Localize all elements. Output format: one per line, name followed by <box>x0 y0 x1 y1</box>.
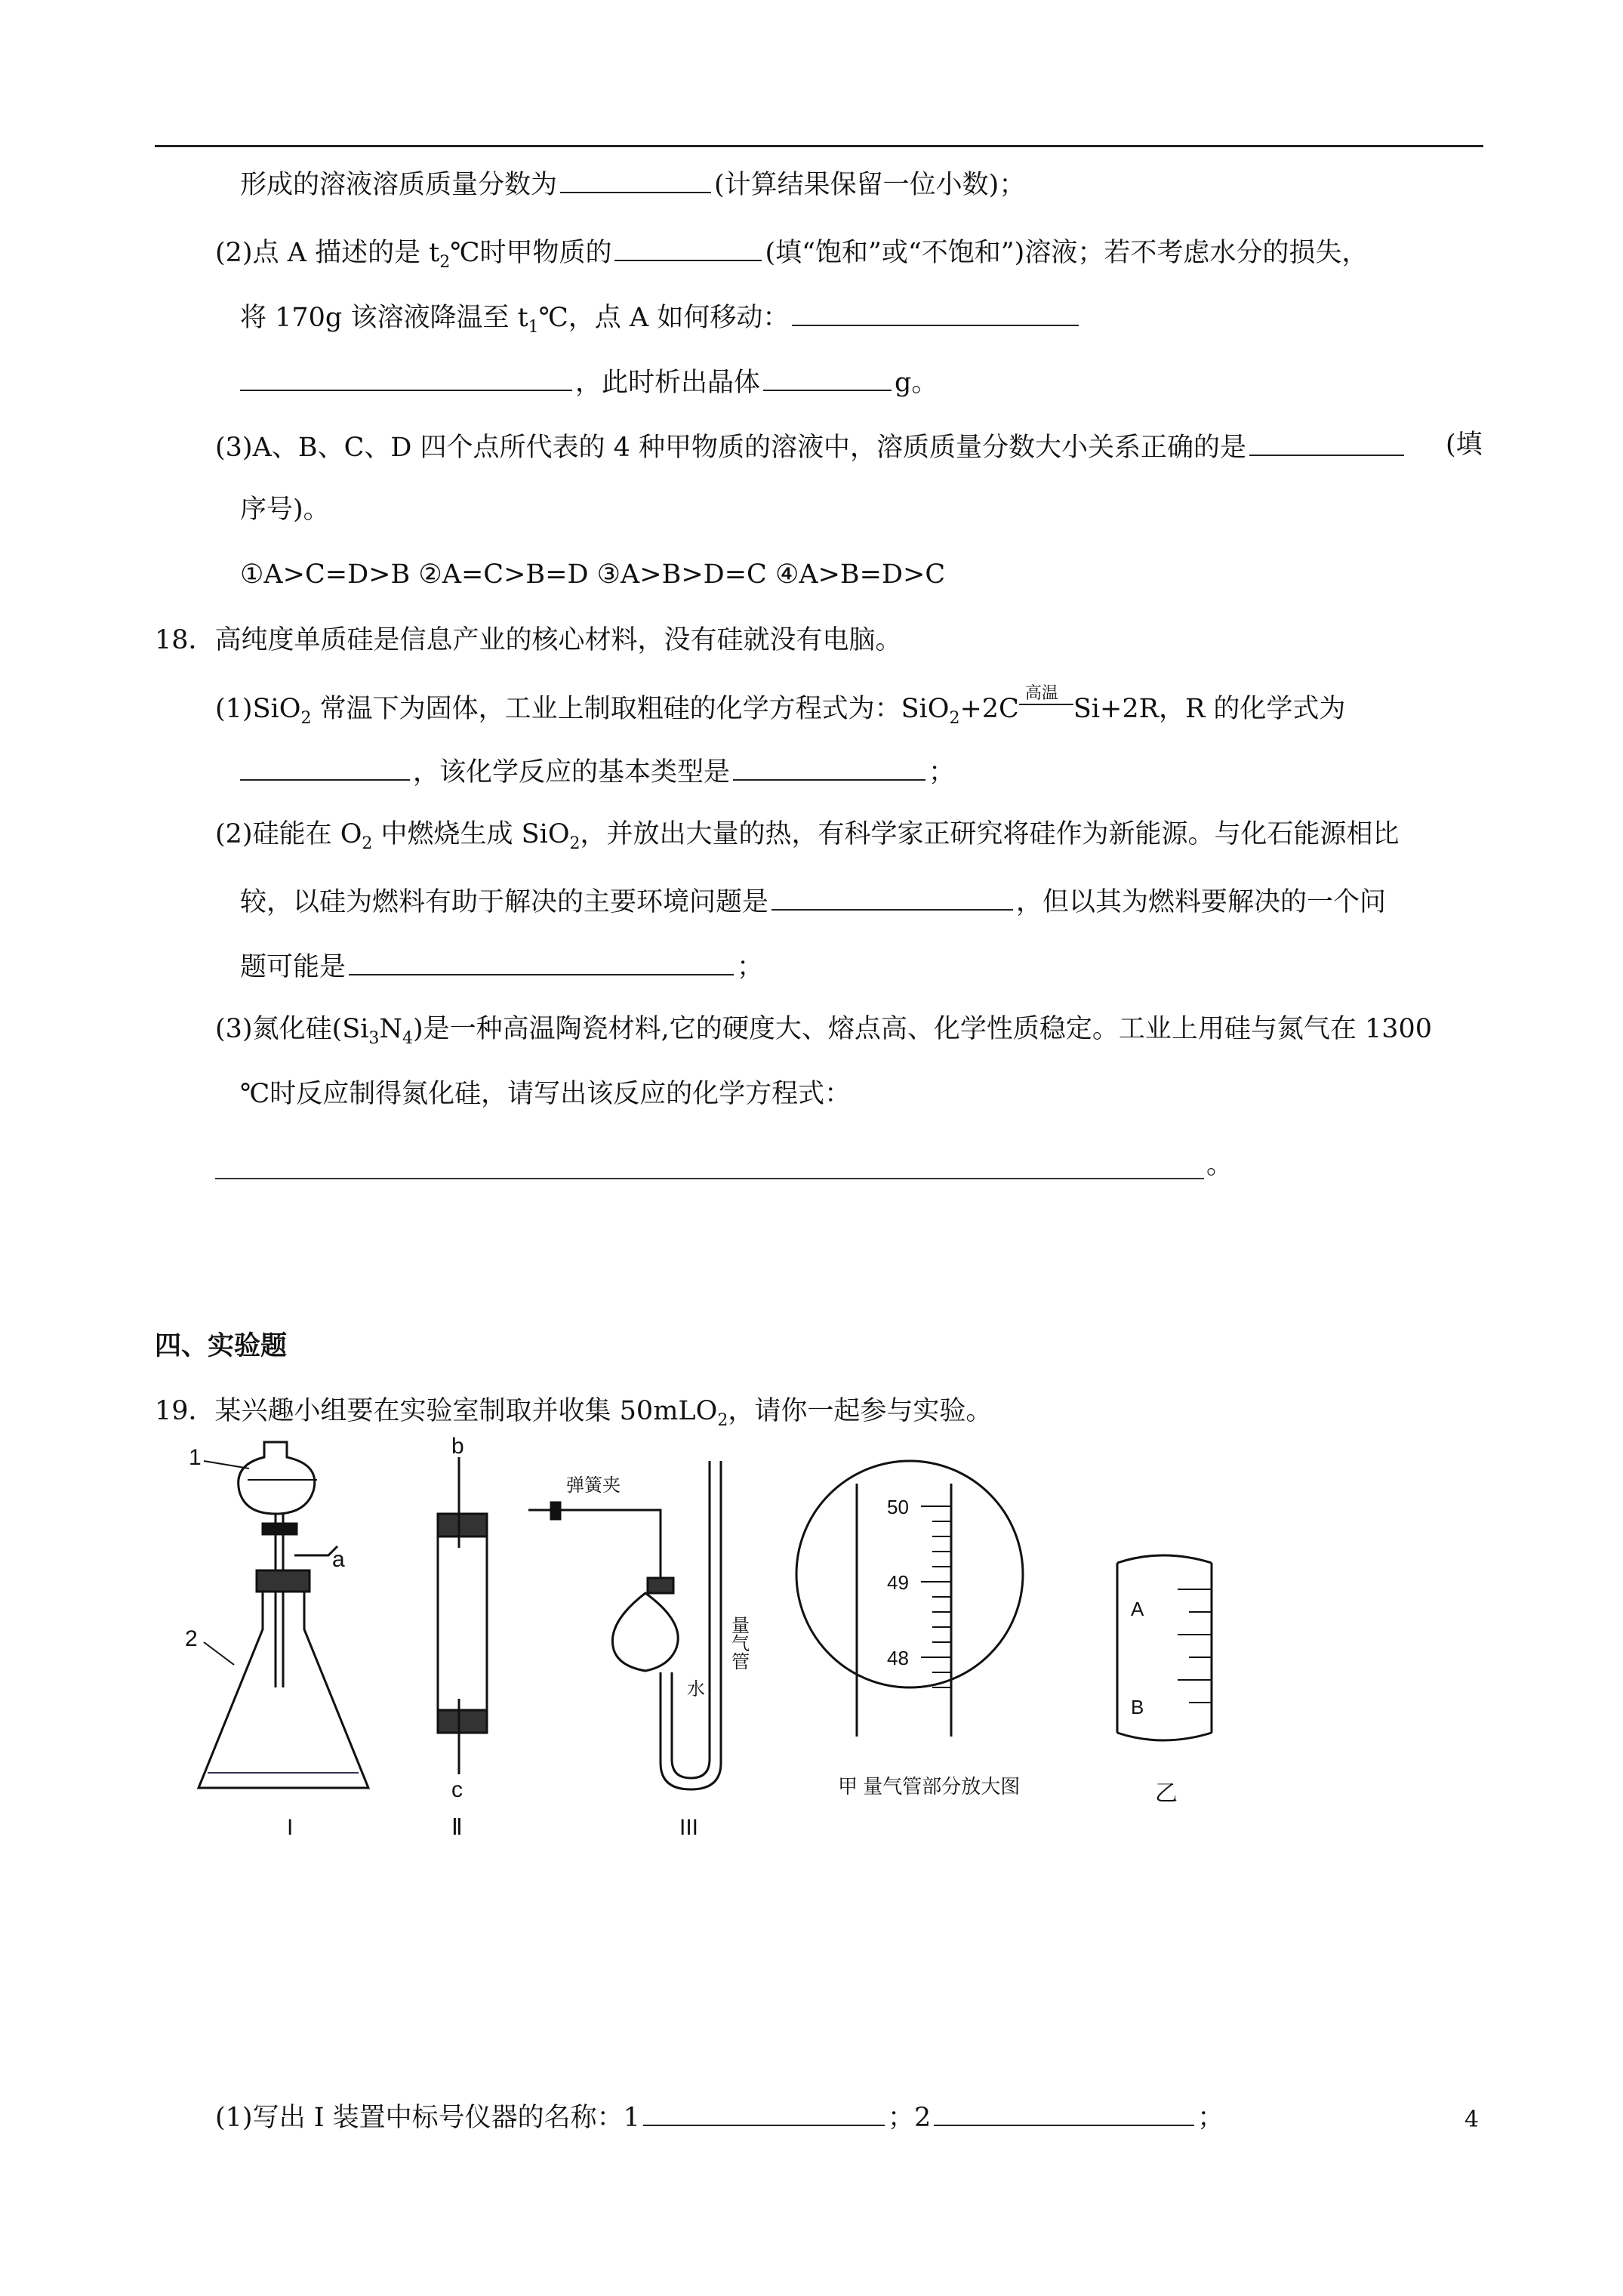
answer-line[interactable] <box>215 1178 1204 1179</box>
subscript: 4 <box>402 1029 414 1048</box>
inlet-tube <box>528 1510 661 1582</box>
q17-3-line1 <box>215 427 1407 465</box>
q17-3-tail: (填 <box>1446 430 1483 460</box>
q17-2-line1 <box>215 233 1368 280</box>
answer-blank[interactable] <box>240 752 410 781</box>
q17-3-text: (3)A、B、C、D 四个点所代表的 4 种甲物质的溶液中，溶质质量分数大小关系正确的是 <box>215 433 1247 463</box>
subscript: 2 <box>439 253 451 272</box>
scale-ticks <box>921 1506 951 1687</box>
apparatus-III <box>528 1461 721 1789</box>
q17-1-continuation <box>240 165 1025 202</box>
caption-yi: 乙 <box>1155 1781 1178 1806</box>
q18-1-text-b: 常温下为固体，工业上制取粗硅的化学方程式为：SiO <box>311 694 950 724</box>
q18-3-line2: ℃时反应制得氮化硅，请写出该反应的化学方程式： <box>240 1079 852 1109</box>
page-number: 4 <box>1464 2106 1480 2133</box>
label-clip: 弹簧夹 <box>566 1475 621 1496</box>
q17-2-text-b: ℃时甲物质的 <box>450 238 612 268</box>
answer-blank[interactable] <box>733 752 925 781</box>
cylinder-B: B <box>1131 1696 1144 1718</box>
tube-body <box>438 1514 487 1733</box>
scale-50: 50 <box>887 1496 909 1518</box>
q18-2-text-b: 中燃烧生成 SiO <box>372 819 570 849</box>
side-tube <box>294 1546 337 1555</box>
q18-2-text-e: ，但以其为燃料要解决的一个问 <box>1016 887 1387 917</box>
q18-1-text-c: +2C <box>959 694 1019 724</box>
u-tube-inner <box>672 1461 710 1778</box>
q18-3-text-b: N <box>379 1014 403 1044</box>
q19-1-text-b: ；2 <box>887 2103 932 2133</box>
condition-label: 高温 <box>1024 684 1058 703</box>
figure-jia <box>796 1461 1023 1737</box>
label-c: c <box>451 1777 463 1802</box>
scale-48: 48 <box>887 1647 909 1669</box>
cylinder-A: A <box>1131 1598 1144 1620</box>
pointer-1 <box>204 1461 249 1469</box>
caption-jia: 甲 量气管部分放大图 <box>838 1775 1021 1798</box>
q17-3-line2: 序号)。 <box>240 495 330 525</box>
rubber-stopper <box>257 1570 310 1592</box>
caption-III: III <box>679 1815 699 1840</box>
label-tube: 量气管 <box>728 1616 749 1670</box>
caption-I: I <box>287 1815 294 1840</box>
q18-2-text-a: (2)硅能在 O <box>215 819 362 849</box>
u-tube <box>661 1461 721 1789</box>
stopcock <box>263 1524 297 1534</box>
magnifier-circle <box>796 1461 1023 1687</box>
leveling-bulb <box>612 1593 678 1671</box>
q18-3-line1 <box>215 1012 1432 1056</box>
q18-2-line1 <box>215 817 1400 861</box>
q18-3-end: 。 <box>1206 1150 1233 1180</box>
spring-clip <box>551 1502 560 1519</box>
apparatus-figure <box>174 1419 1246 1842</box>
answer-blank[interactable] <box>934 2097 1194 2126</box>
label-water: 水 <box>687 1679 705 1700</box>
q19-1-line <box>215 2097 1224 2135</box>
q17-2-line3 <box>240 362 938 400</box>
q18-1-text-d: Si+2R，R 的化学式为 <box>1073 694 1346 724</box>
label-2: 2 <box>185 1626 198 1651</box>
answer-blank[interactable] <box>771 882 1013 911</box>
q17-1-text: 形成的溶液溶质质量分数为 <box>240 170 558 200</box>
q18-1-line2 <box>240 752 955 790</box>
q19-1-text-a: (1)写出 I 装置中标号仪器的名称：1 <box>215 2103 640 2133</box>
answer-blank[interactable] <box>614 233 762 261</box>
q18-2-text-g: ； <box>737 952 764 982</box>
q17-2-text-g: g。 <box>895 368 938 398</box>
subscript: 1 <box>528 318 539 337</box>
pointer-2 <box>204 1642 234 1665</box>
caption-II: Ⅱ <box>451 1815 463 1840</box>
q17-2-text-d: 将 170g 该溶液降温至 t <box>240 303 528 333</box>
q17-1-note: (计算结果保留一位小数)； <box>714 170 1026 200</box>
subscript: 2 <box>569 834 581 853</box>
q18-1-text-a: (1)SiO <box>215 694 301 724</box>
bottom-stopper <box>438 1710 487 1733</box>
subscript: 2 <box>362 834 373 853</box>
q18-2-text-d: 较，以硅为燃料有助于解决的主要环境问题是 <box>240 887 769 917</box>
top-stopper <box>438 1514 487 1536</box>
answer-blank[interactable] <box>763 362 892 391</box>
answer-blank[interactable] <box>792 297 1079 326</box>
bulb-stopper <box>648 1578 673 1593</box>
answer-blank[interactable] <box>349 947 734 975</box>
subscript: 2 <box>949 709 960 728</box>
q18-title: 18．高纯度单质硅是信息产业的核心材料，没有硅就没有电脑。 <box>155 625 902 655</box>
apparatus-I <box>199 1442 368 1788</box>
q18-1-line1 <box>215 684 1346 736</box>
cylinder-ticks <box>1178 1589 1212 1703</box>
q17-2-text-c: (填“饱和”或“不饱和”)溶液；若不考虑水分的损失， <box>765 238 1369 268</box>
q17-2-text-a: (2)点 A 描述的是 t <box>215 238 440 268</box>
answer-blank[interactable] <box>560 165 711 193</box>
apparatus-II <box>438 1457 487 1774</box>
q17-3-options: ①A>C=D>B ②A=C>B=D ③A>B>D=C ④A>B=D>C <box>240 559 946 590</box>
q18-2-text-c: ，并放出大量的热，有科学家正研究将硅作为新能源。与化石能源相比 <box>580 819 1400 849</box>
label-1: 1 <box>189 1445 202 1470</box>
answer-blank[interactable] <box>1249 427 1404 456</box>
q18-1-text-e: ，该化学反应的基本类型是 <box>413 757 731 787</box>
q18-2-line3 <box>240 947 763 985</box>
q17-2-text-e: ℃，点 A 如何移动： <box>538 303 790 333</box>
subscript: 2 <box>717 1411 728 1430</box>
reaction-arrow-line <box>1019 704 1073 705</box>
subscript: 2 <box>300 709 312 728</box>
q17-2-text-f: ，此时析出晶体 <box>575 368 761 398</box>
label-b: b <box>451 1434 464 1459</box>
answer-blank[interactable] <box>643 2097 885 2126</box>
scale-49: 49 <box>887 1571 909 1594</box>
q19-text-a: 19．某兴趣小组要在实验室制取并收集 50mLO <box>155 1396 718 1426</box>
label-a: a <box>332 1547 345 1572</box>
q18-3-text-c: )是一种高温陶瓷材料,它的硬度大、熔点高、化学性质稳定。工业上用硅与氮气在 1300 <box>413 1014 1433 1044</box>
q19-text-b: ，请你一起参与实验。 <box>728 1396 993 1426</box>
reaction-condition <box>1019 684 1073 717</box>
q18-2-text-f: 题可能是 <box>240 952 346 982</box>
q17-2-line2 <box>240 297 1082 345</box>
header-rule <box>155 145 1483 147</box>
subscript: 3 <box>368 1029 380 1048</box>
section-heading: 四、实验题 <box>155 1331 288 1361</box>
separatory-funnel <box>239 1442 315 1514</box>
q19-1-text-c: ； <box>1197 2103 1224 2133</box>
answer-blank[interactable] <box>240 362 572 391</box>
q18-2-line2 <box>240 882 1386 920</box>
q18-3-text-a: (3)氮化硅(Si <box>215 1014 369 1044</box>
q18-1-text-f: ； <box>929 757 956 787</box>
